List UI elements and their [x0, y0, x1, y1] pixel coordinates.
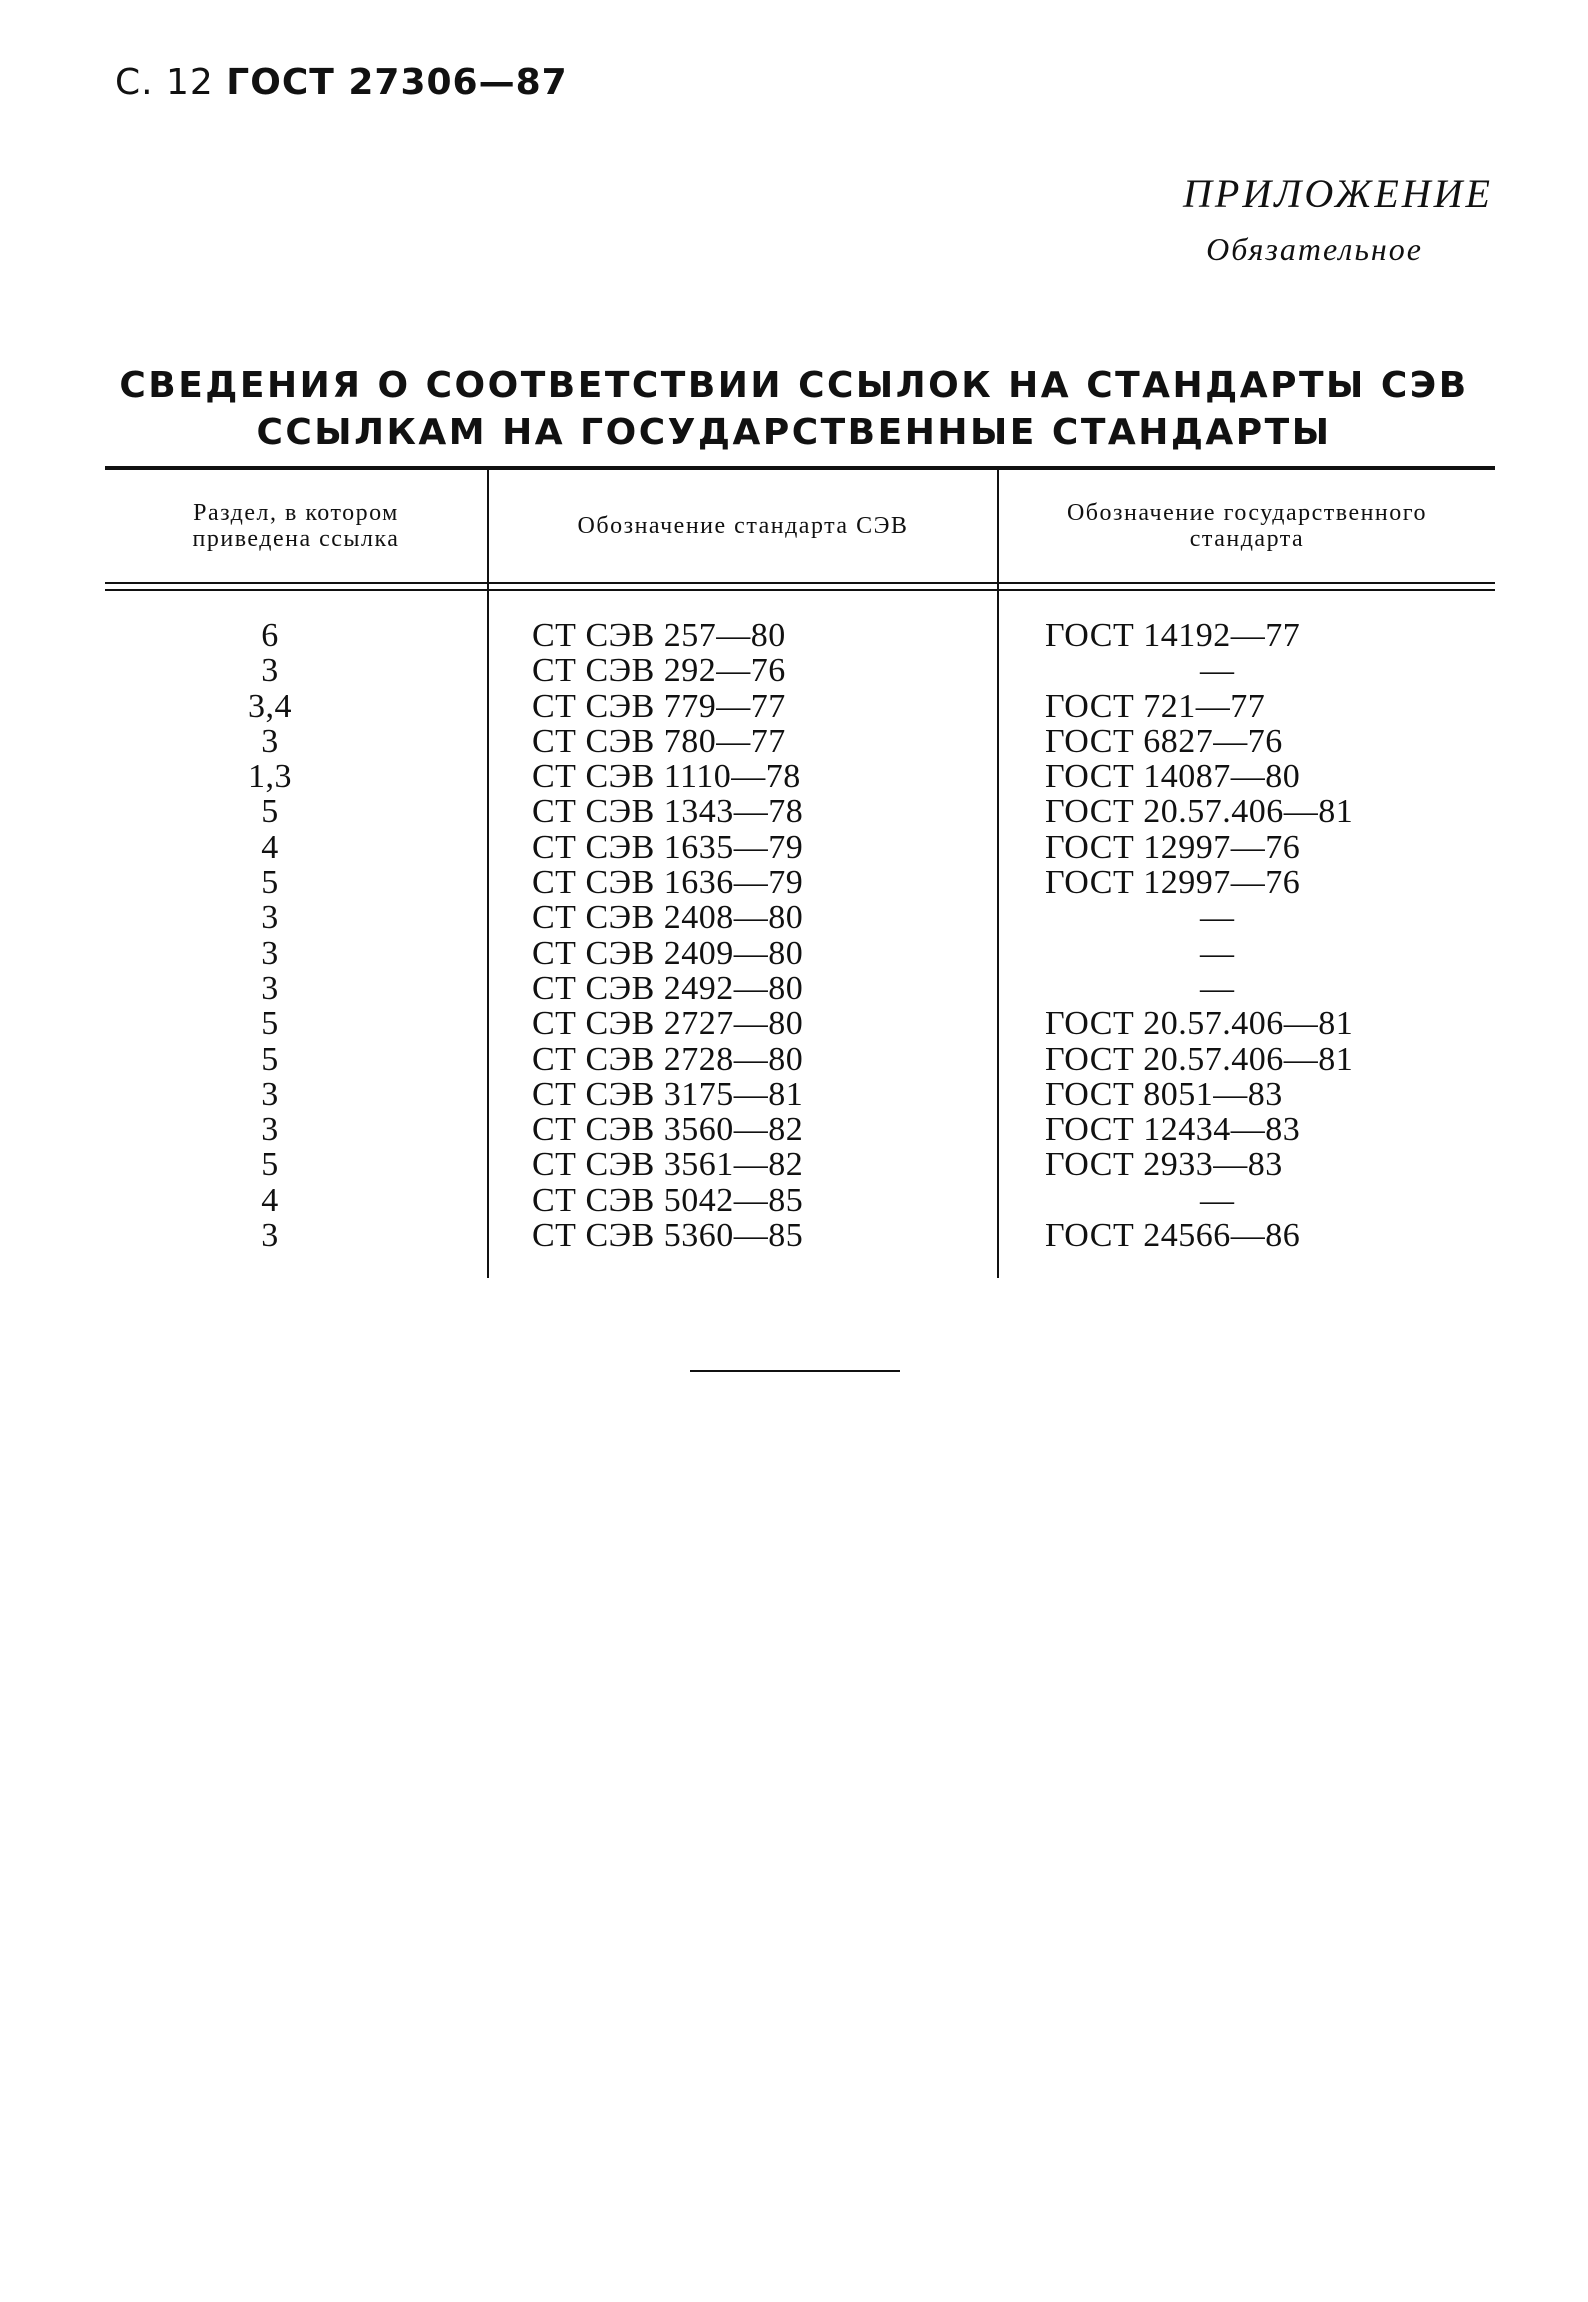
gost-standard-cell: ГОСТ 20.57.406—81 [1045, 793, 1354, 831]
appendix-title: ПРИЛОЖЕНИЕ [1183, 171, 1493, 216]
sev-standard-cell: СТ СЭВ 1110—78 [532, 758, 801, 796]
section-cell: 5 [261, 864, 279, 902]
document-title-line-2: ССЫЛКАМ НА ГОСУДАРСТВЕННЫЕ СТАНДАРТЫ [256, 412, 1332, 453]
end-rule [690, 1370, 900, 1372]
table-row [105, 1112, 1495, 1147]
sev-standard-cell: СТ СЭВ 5042—85 [532, 1181, 804, 1219]
gost-standard-cell: ГОСТ 12997—76 [1045, 828, 1301, 866]
sev-standard-cell: СТ СЭВ 2492—80 [532, 969, 804, 1007]
sev-standard-cell: СТ СЭВ 257—80 [532, 617, 786, 654]
gost-standard-cell: ГОСТ 12434—83 [1045, 1111, 1301, 1149]
table-row [105, 830, 1495, 865]
sev-standard-cell: СТ СЭВ 2728—80 [532, 1040, 804, 1078]
section-cell: 4 [261, 1181, 279, 1219]
appendix-label [1093, 170, 1493, 268]
table-body [105, 618, 1495, 1253]
sev-standard-cell: СТ СЭВ 3175—81 [532, 1075, 804, 1113]
table-row [105, 936, 1495, 971]
sev-standard-cell: СТ СЭВ 1636—79 [532, 864, 804, 902]
table-row [105, 971, 1495, 1006]
table-row [105, 1183, 1495, 1218]
sev-standard-cell: СТ СЭВ 780—77 [532, 722, 786, 760]
gost-standard-cell: ГОСТ 12997—76 [1045, 864, 1301, 902]
gost-standard-cell: ГОСТ 20.57.406—81 [1045, 1005, 1354, 1043]
table-row [105, 1218, 1495, 1253]
section-cell: 1,3 [248, 758, 292, 796]
section-cell: 3 [261, 934, 279, 972]
gost-standard-cell: — [1200, 969, 1235, 1007]
gost-standard-cell: ГОСТ 24566—86 [1045, 1217, 1301, 1255]
gost-standard-cell: — [1200, 652, 1235, 690]
table-row [105, 759, 1495, 794]
sev-standard-cell: СТ СЭВ 2727—80 [532, 1005, 804, 1043]
table-row [105, 618, 1495, 653]
header-gost-line: стандарта [1189, 526, 1305, 552]
table-row [105, 724, 1495, 759]
reference-table [105, 466, 1495, 1278]
section-cell: 3 [261, 899, 279, 937]
section-cell: 5 [261, 1040, 279, 1078]
gost-standard-cell: ГОСТ 2933—83 [1045, 1146, 1283, 1184]
table-row [105, 865, 1495, 900]
section-cell: 3 [261, 1217, 279, 1255]
section-cell: 6 [261, 617, 279, 654]
header-double-rule [105, 582, 1495, 591]
section-cell: 5 [261, 1005, 279, 1043]
table-row [105, 1006, 1495, 1041]
document-title-line-1: СВЕДЕНИЯ О СООТВЕТСТВИИ ССЫЛОК НА СТАНДАРТЫ СЭВ [119, 365, 1469, 406]
document-title [100, 362, 1488, 456]
section-cell: 5 [261, 793, 279, 831]
gost-standard-cell: — [1200, 899, 1235, 937]
header-section-line: приведена ссылка [192, 526, 400, 552]
header-sev-line: Обозначение стандарта СЭВ [577, 513, 909, 539]
table-row [105, 653, 1495, 688]
table-row [105, 1042, 1495, 1077]
sev-standard-cell: СТ СЭВ 5360—85 [532, 1217, 804, 1255]
sev-standard-cell: СТ СЭВ 1635—79 [532, 828, 804, 866]
section-cell: 3,4 [248, 687, 292, 725]
gost-standard-cell: ГОСТ 6827—76 [1045, 722, 1283, 760]
page-number: С. 12 [115, 62, 214, 103]
section-cell: 3 [261, 1111, 279, 1149]
gost-standard-cell: ГОСТ 14192—77 [1045, 617, 1301, 654]
table-row [105, 794, 1495, 829]
header-section-line: Раздел, в котором [193, 500, 399, 526]
table-row [105, 900, 1495, 935]
page-header [115, 62, 568, 103]
section-cell: 3 [261, 652, 279, 690]
table-row [105, 689, 1495, 724]
sev-standard-cell: СТ СЭВ 2409—80 [532, 934, 804, 972]
header-section [105, 470, 487, 582]
section-cell: 4 [261, 828, 279, 866]
header-gost-line: Обозначение государственного [1066, 500, 1428, 526]
section-cell: 3 [261, 1075, 279, 1113]
sev-standard-cell: СТ СЭВ 2408—80 [532, 899, 804, 937]
sev-standard-cell: СТ СЭВ 292—76 [532, 652, 786, 690]
sev-standard-cell: СТ СЭВ 3561—82 [532, 1146, 804, 1184]
header-sev-standard [489, 470, 997, 582]
gost-standard-cell: ГОСТ 8051—83 [1045, 1075, 1283, 1113]
gost-standard-cell: ГОСТ 14087—80 [1045, 758, 1301, 796]
section-cell: 5 [261, 1146, 279, 1184]
section-cell: 3 [261, 722, 279, 760]
sev-standard-cell: СТ СЭВ 1343—78 [532, 793, 804, 831]
gost-standard-cell: ГОСТ 20.57.406—81 [1045, 1040, 1354, 1078]
sev-standard-cell: СТ СЭВ 779—77 [532, 687, 786, 725]
gost-standard-cell: — [1200, 934, 1235, 972]
table-row [105, 1147, 1495, 1182]
section-cell: 3 [261, 969, 279, 1007]
gost-standard-cell: ГОСТ 721—77 [1045, 687, 1266, 725]
standard-designation: ГОСТ 27306—87 [226, 62, 568, 103]
appendix-status: Обязательное [1206, 231, 1423, 267]
header-gost-standard [999, 470, 1495, 582]
gost-standard-cell: — [1200, 1181, 1235, 1219]
table-row [105, 1077, 1495, 1112]
sev-standard-cell: СТ СЭВ 3560—82 [532, 1111, 804, 1149]
